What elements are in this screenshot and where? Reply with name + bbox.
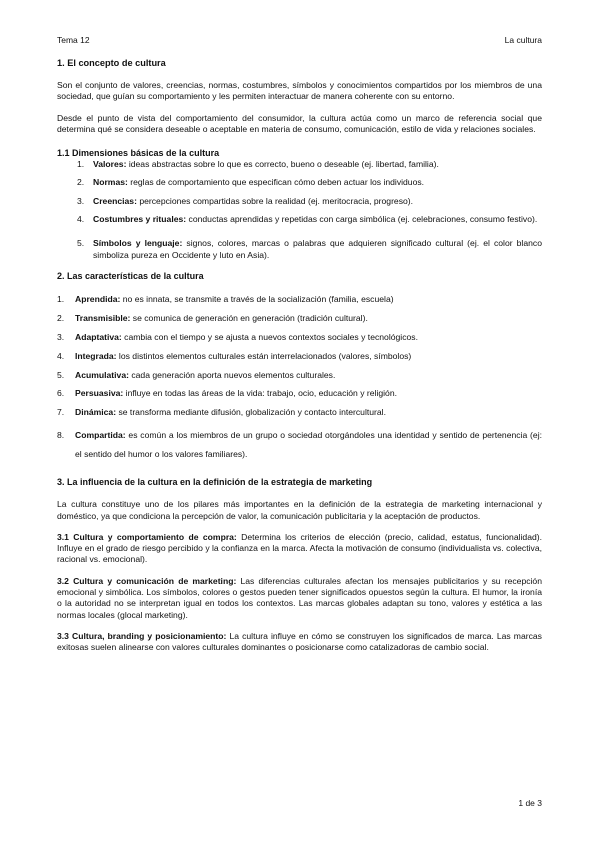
list-item: 5. Acumulativa: cada generación aporta nuevos elementos culturales. bbox=[57, 369, 336, 380]
section-1-paragraph-1: Son el conjunto de valores, creencias, normas, costumbres, símbolos y conocimientos compartidos por los miembros de una sociedad, que guían su comportamiento y les permiten interactuar de manera coherente con su entorno. bbox=[57, 80, 542, 102]
header-title: La cultura bbox=[504, 35, 542, 45]
section-1-paragraph-2: Desde el punto de vista del comportamiento del consumidor, la cultura actúa como un marco de referencia social que determina qué se considera deseable o aceptable en materia de consumo, comunicación, estilo de vida y relaciones sociales. bbox=[57, 112, 542, 134]
document-body bbox=[57, 58, 542, 663]
list-item: 7. Dinámica: se transforma mediante difusión, globalización y contacto intercultural. bbox=[57, 407, 386, 418]
list-item: 8. Compartida: es común a los miembros de un grupo o sociedad otorgándoles una identidad y sentido de pertenencia (ej: el sentido del humor o los valores familiares). bbox=[57, 430, 542, 460]
list-item: 2. Normas: reglas de comportamiento que especifican cómo deben actuar los individuos. bbox=[77, 177, 425, 188]
section-3-paragraph: La cultura constituye uno de los pilares más importantes en la definición de la estrategia de marketing internacional y doméstico, ya que condiciona la percepción de valor, la comunicación publicitaria y la aceptación de productos. bbox=[57, 499, 542, 521]
list-item: 4. Costumbres y rituales: conductas aprendidas y repetidas con carga simbólica (ej. celebraciones, consumo festivo). bbox=[77, 214, 538, 225]
list-item: 1. Valores: ideas abstractas sobre lo que es correcto, bueno o deseable (ej. libertad, familia). bbox=[77, 159, 439, 170]
section-1-1-heading: 1.1 Dimensiones básicas de la cultura bbox=[57, 148, 220, 159]
characteristics-list bbox=[57, 294, 542, 464]
list-item: 1. Aprendida: no es innata, se transmite a través de la socialización (familia, escuela) bbox=[57, 293, 394, 304]
list-item: 2. Transmisible: se comunica de generación en generación (tradición cultural). bbox=[57, 312, 368, 323]
section-3-heading: 3. La influencia de la cultura en la definición de la estrategia de marketing bbox=[57, 477, 373, 488]
list-item: 6. Persuasiva: influye en todas las áreas de la vida: trabajo, ocio, educación y religión. bbox=[57, 388, 397, 399]
section-3-3-paragraph: 3.3 Cultura, branding y posicionamiento: La cultura influye en cómo se construyen los significados de marca. Las marcas exitosas suelen alinearse con valores culturales dominantes o posicionarse como catalizadoras de cambio social. bbox=[57, 630, 542, 653]
section-3-1-paragraph: 3.1 Cultura y comportamiento de compra: Determina los criterios de elección (precio, calidad, estatus, funcionalidad). Influye en el grado de riesgo percibido y la confianza en la marca. Afecta la motivación de consumo (individualista vs. colectiva, racional vs. emocional). bbox=[57, 531, 543, 565]
section-1-heading: 1. El concepto de cultura bbox=[57, 58, 166, 68]
section-3-2-paragraph: 3.2 Cultura y comunicación de marketing: Las diferencias culturales afectan los mensajes publicitarios y su recepción emocional y simbólica. Los símbolos, colores o gestos pueden tener significados opuestos según la cultura. El humor, la ironía o la autoridad no se interpretan igual en todos los contextos. Las marcas globales adaptan su tono, valores y estética a las normas locales (glocal marketing). bbox=[57, 575, 542, 620]
header-topic: Tema 12 bbox=[57, 35, 90, 45]
list-item: 3. Creencias: percepciones compartidas sobre la realidad (ej. meritocracia, progreso). bbox=[77, 195, 414, 206]
list-item: 3. Adaptativa: cambia con el tiempo y se ajusta a nuevos contextos sociales y tecnológicos. bbox=[57, 331, 418, 342]
list-item: 5. Símbolos y lenguaje: signos, colores, marcas o palabras que adquieren significado cultural (ej. el color blanco simboliza pureza en Occidente y luto en Asia). bbox=[77, 238, 542, 260]
list-item: 4. Integrada: los distintos elementos culturales están interrelacionados (valores, símbolos) bbox=[57, 350, 412, 361]
page-number: 1 de 3 bbox=[518, 798, 542, 808]
dimensions-list bbox=[57, 159, 542, 261]
section-2-heading: 2. Las características de la cultura bbox=[57, 270, 204, 281]
